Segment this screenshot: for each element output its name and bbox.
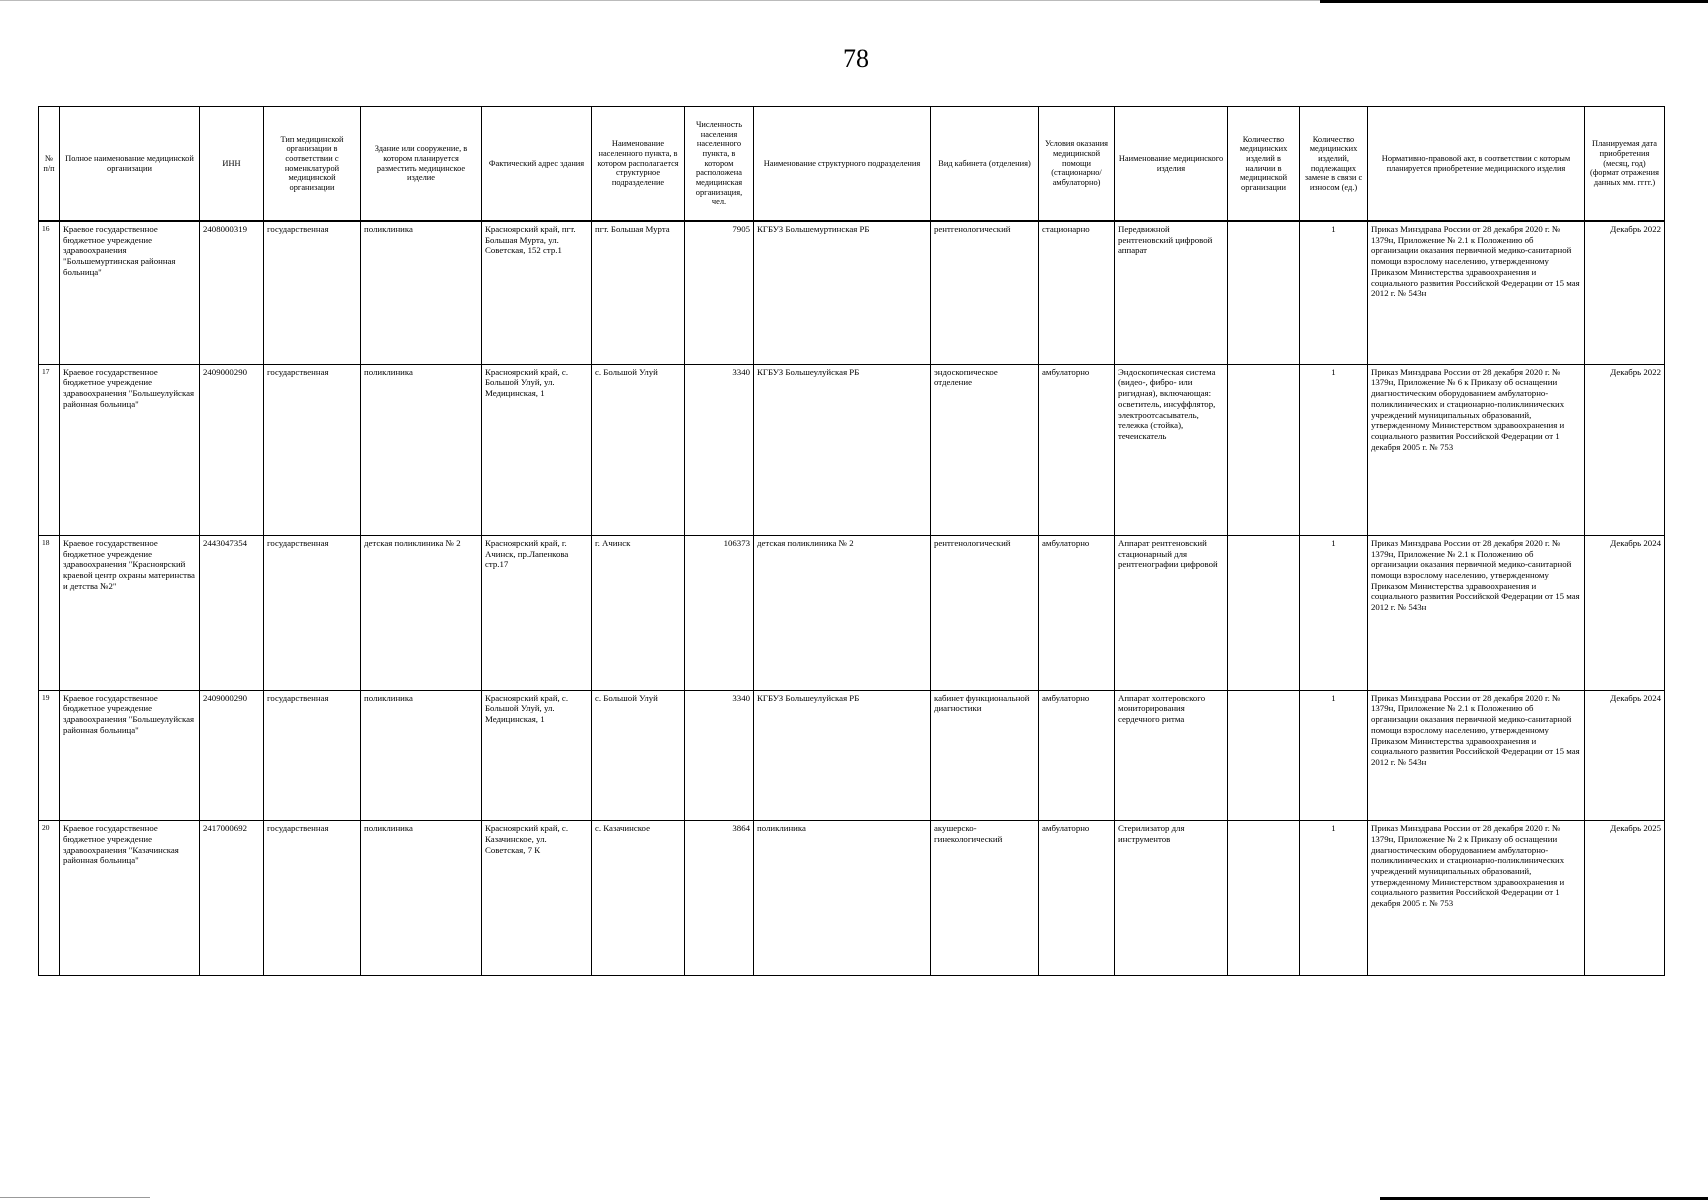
cell-num: 18	[39, 535, 60, 690]
cell-org-type: государственная	[264, 364, 361, 535]
cell-population: 3864	[685, 821, 754, 976]
cell-act: Приказ Минздрава России от 28 декабря 2020 г. № 1379н, Приложение № 2.1 к Положению об организации оказания первичной медико-санитарной помощи взрослому населению, утвержденному Приказом Министерства здравоохранения и социального развития Российской Федерации от 15 мая 2012 г. № 543н	[1368, 535, 1585, 690]
table-row	[39, 690, 1665, 820]
cell-date: Декабрь 2022	[1585, 364, 1665, 535]
table-row	[39, 221, 1665, 364]
header-qty-replace: Количество медицинских изделий, подлежащих замене в связи с износом (ед.)	[1300, 107, 1368, 222]
cell-full-name: Краевое государственное бюджетное учреждение здравоохранения "Казачинская районная больница"	[60, 821, 200, 976]
cell-qty-have	[1228, 535, 1300, 690]
cell-cabinet: эндоскопическое отделение	[931, 364, 1039, 535]
cell-building: детская поликлиника № 2	[361, 535, 482, 690]
cell-num: 20	[39, 821, 60, 976]
cell-conditions: амбулаторно	[1039, 821, 1115, 976]
cell-device: Аппарат рентгеновский стационарный для рентгенографии цифровой	[1115, 535, 1228, 690]
cell-address: Красноярский край, с. Большой Улуй, ул. Медицинская, 1	[482, 690, 592, 820]
header-org-type: Тип медицинской организации в соответствии с номенклатурой медицинской организации	[264, 107, 361, 222]
page-number: 78	[843, 44, 869, 73]
cell-building: поликлиника	[361, 690, 482, 820]
cell-address: Красноярский край, с. Большой Улуй, ул. Медицинская, 1	[482, 364, 592, 535]
cell-num: 16	[39, 221, 60, 364]
cell-act: Приказ Минздрава России от 28 декабря 2020 г. № 1379н, Приложение № 2.1 к Положению об организации оказания первичной медико-санитарной помощи взрослому населению, утвержденному Приказом Министерства здравоохранения и социального развития Российской Федерации от 15 мая 2012 г. № 543н	[1368, 221, 1585, 364]
cell-conditions: амбулаторно	[1039, 690, 1115, 820]
cell-qty-have	[1228, 821, 1300, 976]
cell-full-name: Краевое государственное бюджетное учреждение здравоохранения "Большеулуйская районная больница"	[60, 690, 200, 820]
cell-device: Аппарат холтеровского мониторирования сердечного ритма	[1115, 690, 1228, 820]
table-row	[39, 821, 1665, 976]
cell-locality: с. Казачинское	[592, 821, 685, 976]
cell-qty-replace: 1	[1300, 364, 1368, 535]
cell-cabinet: акушерско-гинекологический	[931, 821, 1039, 976]
cell-building: поликлиника	[361, 364, 482, 535]
cell-qty-have	[1228, 364, 1300, 535]
cell-address: Красноярский край, с. Казачинское, ул. Советская, 7 К	[482, 821, 592, 976]
header-locality: Наименование населенного пункта, в котором располагается структурное подразделение	[592, 107, 685, 222]
cell-qty-replace: 1	[1300, 690, 1368, 820]
header-building: Здание или сооружение, в котором планируется разместить медицинское изделие	[361, 107, 482, 222]
cell-locality: с. Большой Улуй	[592, 364, 685, 535]
equipment-table	[38, 106, 1665, 976]
cell-cabinet: рентгенологический	[931, 221, 1039, 364]
cell-unit: КГБУЗ Большеулуйская РБ	[754, 690, 931, 820]
cell-inn: 2417000692	[200, 821, 264, 976]
cell-device: Эндоскопическая система (видео-, фибро- или ригидная), включающая: осветитель, инсуффлятор, электроотсасыватель, тележка (стойка), течеискатель	[1115, 364, 1228, 535]
scan-top-edge	[0, 0, 1708, 3]
cell-date: Декабрь 2022	[1585, 221, 1665, 364]
header-qty-have: Количество медицинских изделий в наличии в медицинской организации	[1228, 107, 1300, 222]
header-conditions: Условия оказания медицинской помощи (стационарно/ амбулаторно)	[1039, 107, 1115, 222]
cell-locality: пгт. Большая Мурта	[592, 221, 685, 364]
cell-population: 3340	[685, 690, 754, 820]
header-population: Численность населения населенного пункта, в котором расположена медицинская организация, чел.	[685, 107, 754, 222]
table-row	[39, 535, 1665, 690]
cell-num: 19	[39, 690, 60, 820]
header-date: Планируемая дата приобретения (месяц, год) (формат отражения данных мм. гггг.)	[1585, 107, 1665, 222]
cell-qty-replace: 1	[1300, 221, 1368, 364]
cell-qty-have	[1228, 690, 1300, 820]
cell-full-name: Краевое государственное бюджетное учреждение здравоохранения "Красноярский краевой центр охраны материнства и детства №2"	[60, 535, 200, 690]
header-act: Нормативно-правовой акт, в соответствии с которым планируется приобретение медицинского изделия	[1368, 107, 1585, 222]
cell-act: Приказ Минздрава России от 28 декабря 2020 г. № 1379н, Приложение № 2.1 к Положению об организации оказания первичной медико-санитарной помощи взрослому населению, утвержденному Приказом Министерства здравоохранения и социального развития Российской Федерации от 15 мая 2012 г. № 543н	[1368, 690, 1585, 820]
cell-locality: с. Большой Улуй	[592, 690, 685, 820]
cell-address: Красноярский край, г. Ачинск, пр.Лапенкова стр.17	[482, 535, 592, 690]
header-num: № п/п	[39, 107, 60, 222]
header-cabinet: Вид кабинета (отделения)	[931, 107, 1039, 222]
cell-conditions: стационарно	[1039, 221, 1115, 364]
cell-conditions: амбулаторно	[1039, 364, 1115, 535]
table-row	[39, 364, 1665, 535]
cell-building: поликлиника	[361, 821, 482, 976]
header-device: Наименование медицинского изделия	[1115, 107, 1228, 222]
cell-qty-have	[1228, 221, 1300, 364]
cell-date: Декабрь 2024	[1585, 535, 1665, 690]
cell-full-name: Краевое государственное бюджетное учреждение здравоохранения "Большеулуйская районная больница"	[60, 364, 200, 535]
cell-device: Стерилизатор для инструментов	[1115, 821, 1228, 976]
scan-bottom-edge	[0, 1196, 1708, 1200]
cell-device: Передвижной рентгеновский цифровой аппарат	[1115, 221, 1228, 364]
cell-num: 17	[39, 364, 60, 535]
cell-cabinet: рентгенологический	[931, 535, 1039, 690]
cell-org-type: государственная	[264, 821, 361, 976]
cell-qty-replace: 1	[1300, 535, 1368, 690]
cell-act: Приказ Минздрава России от 28 декабря 2020 г. № 1379н, Приложение № 6 к Приказу об оснащении диагностическим оборудованием амбулаторно-поликлинических и стационарно-поликлинических учреждений муниципальных образований, утвержденному Министерством здравоохранения и социального развития Российской Федерации от 1 декабря 2005 г. № 753	[1368, 364, 1585, 535]
cell-qty-replace: 1	[1300, 821, 1368, 976]
cell-date: Декабрь 2025	[1585, 821, 1665, 976]
cell-full-name: Краевое государственное бюджетное учреждение здравоохранения "Большемуртинская районная больница"	[60, 221, 200, 364]
cell-date: Декабрь 2024	[1585, 690, 1665, 820]
header-address: Фактический адрес здания	[482, 107, 592, 222]
cell-act: Приказ Минздрава России от 28 декабря 2020 г. № 1379н, Приложение № 2 к Приказу об оснащении диагностическим оборудованием амбулаторно-поликлинических и стационарно-поликлинических учреждений муниципальных образований, утвержденному Министерством здравоохранения и социального развития Российской Федерации от 1 декабря 2005 г. № 753	[1368, 821, 1585, 976]
cell-unit: детская поликлиника № 2	[754, 535, 931, 690]
cell-inn: 2443047354	[200, 535, 264, 690]
cell-cabinet: кабинет функциональной диагностики	[931, 690, 1039, 820]
cell-org-type: государственная	[264, 535, 361, 690]
header-full-name: Полное наименование медицинской организации	[60, 107, 200, 222]
cell-population: 106373	[685, 535, 754, 690]
cell-org-type: государственная	[264, 221, 361, 364]
cell-inn: 2409000290	[200, 690, 264, 820]
header-inn: ИНН	[200, 107, 264, 222]
cell-address: Красноярский край, пгт. Большая Мурта, ул. Советская, 152 стр.1	[482, 221, 592, 364]
cell-building: поликлиника	[361, 221, 482, 364]
cell-unit: КГБУЗ Большемуртинская РБ	[754, 221, 931, 364]
cell-locality: г. Ачинск	[592, 535, 685, 690]
header-unit: Наименование структурного подразделения	[754, 107, 931, 222]
cell-inn: 2409000290	[200, 364, 264, 535]
cell-population: 3340	[685, 364, 754, 535]
table-header-row	[39, 107, 1665, 222]
cell-org-type: государственная	[264, 690, 361, 820]
cell-unit: КГБУЗ Большеулуйская РБ	[754, 364, 931, 535]
cell-unit: поликлиника	[754, 821, 931, 976]
cell-inn: 2408000319	[200, 221, 264, 364]
cell-population: 7905	[685, 221, 754, 364]
cell-conditions: амбулаторно	[1039, 535, 1115, 690]
